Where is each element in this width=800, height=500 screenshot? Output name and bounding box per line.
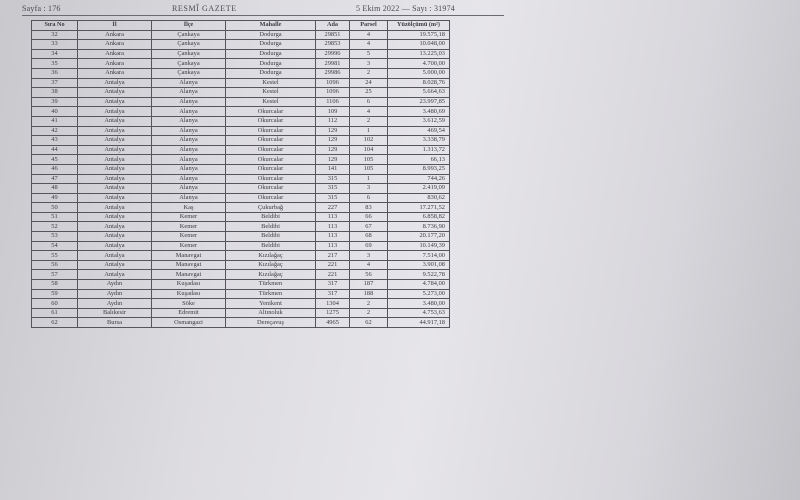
column-header-parcel: Parsel xyxy=(350,21,388,31)
column-header-province: İl xyxy=(78,21,152,31)
province-cell: Antalya xyxy=(78,88,152,98)
district-cell: Alanya xyxy=(152,107,226,117)
row-number-cell: 33 xyxy=(32,40,78,50)
block-cell: 29996 xyxy=(316,49,350,59)
province-cell: Antalya xyxy=(78,241,152,251)
area-cell: 3.480,00 xyxy=(388,299,450,309)
row-number-cell: 35 xyxy=(32,59,78,69)
area-cell: 830,62 xyxy=(388,193,450,203)
block-cell: 1304 xyxy=(316,299,350,309)
district-cell: Çankaya xyxy=(152,49,226,59)
row-number-cell: 61 xyxy=(32,308,78,318)
district-cell: Kemer xyxy=(152,212,226,222)
neighborhood-cell: Okurcalar xyxy=(226,116,316,126)
neighborhood-cell: Okurcalar xyxy=(226,155,316,165)
district-cell: Kaş xyxy=(152,203,226,213)
province-cell: Ankara xyxy=(78,68,152,78)
row-number-cell: 42 xyxy=(32,126,78,136)
district-cell: Alanya xyxy=(152,145,226,155)
page-header xyxy=(22,2,502,14)
block-cell: 315 xyxy=(316,193,350,203)
district-cell: Alanya xyxy=(152,78,226,88)
table-row xyxy=(32,49,450,59)
province-cell: Antalya xyxy=(78,203,152,213)
neighborhood-cell: Beldibi xyxy=(226,232,316,242)
column-header-row-number: Sıra No xyxy=(32,21,78,31)
block-cell: 113 xyxy=(316,222,350,232)
neighborhood-cell: Okurcalar xyxy=(226,126,316,136)
table-row xyxy=(32,212,450,222)
area-cell: 3.612,59 xyxy=(388,116,450,126)
column-header-area: Yüzölçümü (m²) xyxy=(388,21,450,31)
block-cell: 112 xyxy=(316,116,350,126)
neighborhood-cell: Beldibi xyxy=(226,222,316,232)
block-cell: 315 xyxy=(316,184,350,194)
row-number-cell: 32 xyxy=(32,30,78,40)
block-cell: 1096 xyxy=(316,88,350,98)
district-cell: Alanya xyxy=(152,136,226,146)
neighborhood-cell: Kestel xyxy=(226,97,316,107)
parcel-cell: 102 xyxy=(350,136,388,146)
table-row xyxy=(32,299,450,309)
province-cell: Antalya xyxy=(78,136,152,146)
province-cell: Antalya xyxy=(78,174,152,184)
block-cell: 4965 xyxy=(316,318,350,328)
row-number-cell: 57 xyxy=(32,270,78,280)
block-cell: 217 xyxy=(316,251,350,261)
area-cell: 3.338,79 xyxy=(388,136,450,146)
neighborhood-cell: Çukurbağ xyxy=(226,203,316,213)
row-number-cell: 44 xyxy=(32,145,78,155)
district-cell: Kuşadası xyxy=(152,289,226,299)
table-row xyxy=(32,136,450,146)
row-number-cell: 50 xyxy=(32,203,78,213)
row-number-cell: 55 xyxy=(32,251,78,261)
table-row xyxy=(32,280,450,290)
table-row xyxy=(32,145,450,155)
district-cell: Alanya xyxy=(152,155,226,165)
parcel-cell: 66 xyxy=(350,212,388,222)
table-row xyxy=(32,174,450,184)
province-cell: Ankara xyxy=(78,40,152,50)
parcel-cell: 5 xyxy=(350,49,388,59)
table-row xyxy=(32,184,450,194)
area-cell: 8.993,25 xyxy=(388,164,450,174)
neighborhood-cell: Dodurga xyxy=(226,30,316,40)
table-row xyxy=(32,251,450,261)
block-cell: 227 xyxy=(316,203,350,213)
district-cell: Çankaya xyxy=(152,68,226,78)
parcel-cell: 67 xyxy=(350,222,388,232)
parcel-cell: 188 xyxy=(350,289,388,299)
district-cell: Alanya xyxy=(152,116,226,126)
parcel-cell: 56 xyxy=(350,270,388,280)
area-cell: 744,26 xyxy=(388,174,450,184)
table-row xyxy=(32,78,450,88)
block-cell: 1096 xyxy=(316,78,350,88)
parcel-cell: 4 xyxy=(350,260,388,270)
parcel-cell: 2 xyxy=(350,116,388,126)
area-cell: 10.048,00 xyxy=(388,40,450,50)
district-cell: Kemer xyxy=(152,232,226,242)
parcel-cell: 1 xyxy=(350,126,388,136)
block-cell: 221 xyxy=(316,260,350,270)
row-number-cell: 52 xyxy=(32,222,78,232)
district-cell: Alanya xyxy=(152,97,226,107)
block-cell: 129 xyxy=(316,145,350,155)
district-cell: Alanya xyxy=(152,174,226,184)
area-cell: 19.575,18 xyxy=(388,30,450,40)
district-cell: Kemer xyxy=(152,241,226,251)
block-cell: 113 xyxy=(316,232,350,242)
parcel-cell: 6 xyxy=(350,97,388,107)
neighborhood-cell: Okurcalar xyxy=(226,174,316,184)
block-cell: 29981 xyxy=(316,59,350,69)
row-number-cell: 59 xyxy=(32,289,78,299)
district-cell: Alanya xyxy=(152,164,226,174)
province-cell: Antalya xyxy=(78,212,152,222)
block-cell: 221 xyxy=(316,270,350,280)
area-cell: 6.858,82 xyxy=(388,212,450,222)
area-cell: 7.514,00 xyxy=(388,251,450,261)
neighborhood-cell: Türkmen xyxy=(226,280,316,290)
row-number-cell: 53 xyxy=(32,232,78,242)
table-row xyxy=(32,155,450,165)
area-cell: 469,54 xyxy=(388,126,450,136)
parcel-cell: 4 xyxy=(350,30,388,40)
district-cell: Manavgat xyxy=(152,251,226,261)
parcel-cell: 83 xyxy=(350,203,388,213)
province-cell: Antalya xyxy=(78,155,152,165)
parcel-cell: 69 xyxy=(350,241,388,251)
table-row xyxy=(32,68,450,78)
column-header-block: Ada xyxy=(316,21,350,31)
province-cell: Aydın xyxy=(78,299,152,309)
district-cell: Çankaya xyxy=(152,40,226,50)
row-number-cell: 60 xyxy=(32,299,78,309)
province-cell: Antalya xyxy=(78,164,152,174)
block-cell: 129 xyxy=(316,136,350,146)
page-number: Sayfa : 176 xyxy=(22,4,61,13)
parcel-cell: 187 xyxy=(350,280,388,290)
block-cell: 29986 xyxy=(316,68,350,78)
district-cell: Çankaya xyxy=(152,30,226,40)
row-number-cell: 47 xyxy=(32,174,78,184)
neighborhood-cell: Okurcalar xyxy=(226,164,316,174)
area-cell: 5.000,00 xyxy=(388,68,450,78)
district-cell: Manavgat xyxy=(152,260,226,270)
row-number-cell: 40 xyxy=(32,107,78,117)
parcel-cell: 4 xyxy=(350,107,388,117)
row-number-cell: 54 xyxy=(32,241,78,251)
district-cell: Manavgat xyxy=(152,270,226,280)
province-cell: Antalya xyxy=(78,145,152,155)
area-cell: 3.901,08 xyxy=(388,260,450,270)
parcel-table xyxy=(31,20,450,328)
column-header-district: İlçe xyxy=(152,21,226,31)
province-cell: Aydın xyxy=(78,289,152,299)
neighborhood-cell: Türkmen xyxy=(226,289,316,299)
neighborhood-cell: Okurcalar xyxy=(226,184,316,194)
district-cell: Söke xyxy=(152,299,226,309)
block-cell: 141 xyxy=(316,164,350,174)
province-cell: Antalya xyxy=(78,184,152,194)
table-row xyxy=(32,241,450,251)
area-cell: 4.784,00 xyxy=(388,280,450,290)
province-cell: Balıkesir xyxy=(78,308,152,318)
area-cell: 13.225,03 xyxy=(388,49,450,59)
block-cell: 109 xyxy=(316,107,350,117)
row-number-cell: 51 xyxy=(32,212,78,222)
row-number-cell: 38 xyxy=(32,88,78,98)
parcel-cell: 1 xyxy=(350,174,388,184)
gazette-title: RESMÎ GAZETE xyxy=(172,4,237,13)
province-cell: Antalya xyxy=(78,78,152,88)
table-row xyxy=(32,30,450,40)
province-cell: Antalya xyxy=(78,126,152,136)
area-cell: 1.313,72 xyxy=(388,145,450,155)
neighborhood-cell: Yenikent xyxy=(226,299,316,309)
neighborhood-cell: Kestel xyxy=(226,88,316,98)
area-cell: 9.522,78 xyxy=(388,270,450,280)
block-cell: 315 xyxy=(316,174,350,184)
parcel-cell: 105 xyxy=(350,164,388,174)
province-cell: Antalya xyxy=(78,251,152,261)
province-cell: Antalya xyxy=(78,222,152,232)
row-number-cell: 56 xyxy=(32,260,78,270)
table-row xyxy=(32,318,450,328)
parcel-cell: 3 xyxy=(350,184,388,194)
province-cell: Antalya xyxy=(78,270,152,280)
district-cell: Kuşadası xyxy=(152,280,226,290)
neighborhood-cell: Kızılağaç xyxy=(226,251,316,261)
parcel-cell: 2 xyxy=(350,299,388,309)
province-cell: Antalya xyxy=(78,107,152,117)
neighborhood-cell: Kestel xyxy=(226,78,316,88)
table-row xyxy=(32,289,450,299)
district-cell: Alanya xyxy=(152,88,226,98)
area-cell: 8.736,90 xyxy=(388,222,450,232)
row-number-cell: 48 xyxy=(32,184,78,194)
province-cell: Ankara xyxy=(78,30,152,40)
table-row xyxy=(32,193,450,203)
district-cell: Alanya xyxy=(152,193,226,203)
area-cell: 66,13 xyxy=(388,155,450,165)
area-cell: 10.149,39 xyxy=(388,241,450,251)
date-issue: 5 Ekim 2022 — Sayı : 31974 xyxy=(356,4,455,13)
district-cell: Alanya xyxy=(152,126,226,136)
neighborhood-cell: Beldibi xyxy=(226,241,316,251)
parcel-cell: 6 xyxy=(350,193,388,203)
table-row xyxy=(32,59,450,69)
neighborhood-cell: Dereçavuş xyxy=(226,318,316,328)
block-cell: 29853 xyxy=(316,40,350,50)
province-cell: Bursa xyxy=(78,318,152,328)
table-header-row xyxy=(32,21,450,31)
parcel-cell: 3 xyxy=(350,251,388,261)
neighborhood-cell: Dodurga xyxy=(226,49,316,59)
area-cell: 2.419,09 xyxy=(388,184,450,194)
header-rule xyxy=(22,15,504,16)
neighborhood-cell: Kızılağaç xyxy=(226,270,316,280)
area-cell: 44.917,18 xyxy=(388,318,450,328)
neighborhood-cell: Kızılağaç xyxy=(226,260,316,270)
table-row xyxy=(32,270,450,280)
area-cell: 4.753,63 xyxy=(388,308,450,318)
row-number-cell: 58 xyxy=(32,280,78,290)
parcel-cell: 2 xyxy=(350,68,388,78)
parcel-cell: 4 xyxy=(350,40,388,50)
parcel-cell: 24 xyxy=(350,78,388,88)
row-number-cell: 62 xyxy=(32,318,78,328)
block-cell: 317 xyxy=(316,280,350,290)
table-row xyxy=(32,308,450,318)
block-cell: 129 xyxy=(316,155,350,165)
area-cell: 20.177,20 xyxy=(388,232,450,242)
row-number-cell: 37 xyxy=(32,78,78,88)
table-row xyxy=(32,232,450,242)
table-row xyxy=(32,203,450,213)
row-number-cell: 34 xyxy=(32,49,78,59)
table-row xyxy=(32,164,450,174)
district-cell: Çankaya xyxy=(152,59,226,69)
table-row xyxy=(32,107,450,117)
block-cell: 317 xyxy=(316,289,350,299)
block-cell: 113 xyxy=(316,241,350,251)
row-number-cell: 39 xyxy=(32,97,78,107)
district-cell: Osmangazi xyxy=(152,318,226,328)
parcel-cell: 2 xyxy=(350,308,388,318)
table-row xyxy=(32,126,450,136)
table-row xyxy=(32,260,450,270)
neighborhood-cell: Altınoluk xyxy=(226,308,316,318)
area-cell: 5.273,00 xyxy=(388,289,450,299)
table-row xyxy=(32,222,450,232)
block-cell: 113 xyxy=(316,212,350,222)
row-number-cell: 45 xyxy=(32,155,78,165)
row-number-cell: 36 xyxy=(32,68,78,78)
neighborhood-cell: Dodurga xyxy=(226,68,316,78)
block-cell: 129 xyxy=(316,126,350,136)
neighborhood-cell: Okurcalar xyxy=(226,136,316,146)
table-row xyxy=(32,88,450,98)
table-row xyxy=(32,116,450,126)
area-cell: 4.700,00 xyxy=(388,59,450,69)
row-number-cell: 49 xyxy=(32,193,78,203)
row-number-cell: 46 xyxy=(32,164,78,174)
neighborhood-cell: Dodurga xyxy=(226,59,316,69)
row-number-cell: 43 xyxy=(32,136,78,146)
table-body xyxy=(32,30,450,327)
row-number-cell: 41 xyxy=(32,116,78,126)
province-cell: Ankara xyxy=(78,49,152,59)
province-cell: Antalya xyxy=(78,116,152,126)
parcel-cell: 105 xyxy=(350,155,388,165)
neighborhood-cell: Okurcalar xyxy=(226,107,316,117)
table-row xyxy=(32,40,450,50)
area-cell: 5.664,63 xyxy=(388,88,450,98)
table-row xyxy=(32,97,450,107)
province-cell: Antalya xyxy=(78,97,152,107)
column-header-neighborhood: Mahalle xyxy=(226,21,316,31)
parcel-cell: 3 xyxy=(350,59,388,69)
area-cell: 8.028,76 xyxy=(388,78,450,88)
neighborhood-cell: Okurcalar xyxy=(226,193,316,203)
parcel-cell: 25 xyxy=(350,88,388,98)
province-cell: Ankara xyxy=(78,59,152,69)
neighborhood-cell: Okurcalar xyxy=(226,145,316,155)
province-cell: Aydın xyxy=(78,280,152,290)
area-cell: 23.997,85 xyxy=(388,97,450,107)
neighborhood-cell: Dodurga xyxy=(226,40,316,50)
district-cell: Edremit xyxy=(152,308,226,318)
neighborhood-cell: Beldibi xyxy=(226,212,316,222)
table-header xyxy=(32,21,450,31)
area-cell: 3.480,69 xyxy=(388,107,450,117)
block-cell: 1275 xyxy=(316,308,350,318)
parcel-cell: 68 xyxy=(350,232,388,242)
block-cell: 29851 xyxy=(316,30,350,40)
parcel-cell: 62 xyxy=(350,318,388,328)
province-cell: Antalya xyxy=(78,193,152,203)
area-cell: 17.271,52 xyxy=(388,203,450,213)
block-cell: 1106 xyxy=(316,97,350,107)
district-cell: Alanya xyxy=(152,184,226,194)
parcel-cell: 104 xyxy=(350,145,388,155)
district-cell: Kemer xyxy=(152,222,226,232)
province-cell: Antalya xyxy=(78,260,152,270)
province-cell: Antalya xyxy=(78,232,152,242)
